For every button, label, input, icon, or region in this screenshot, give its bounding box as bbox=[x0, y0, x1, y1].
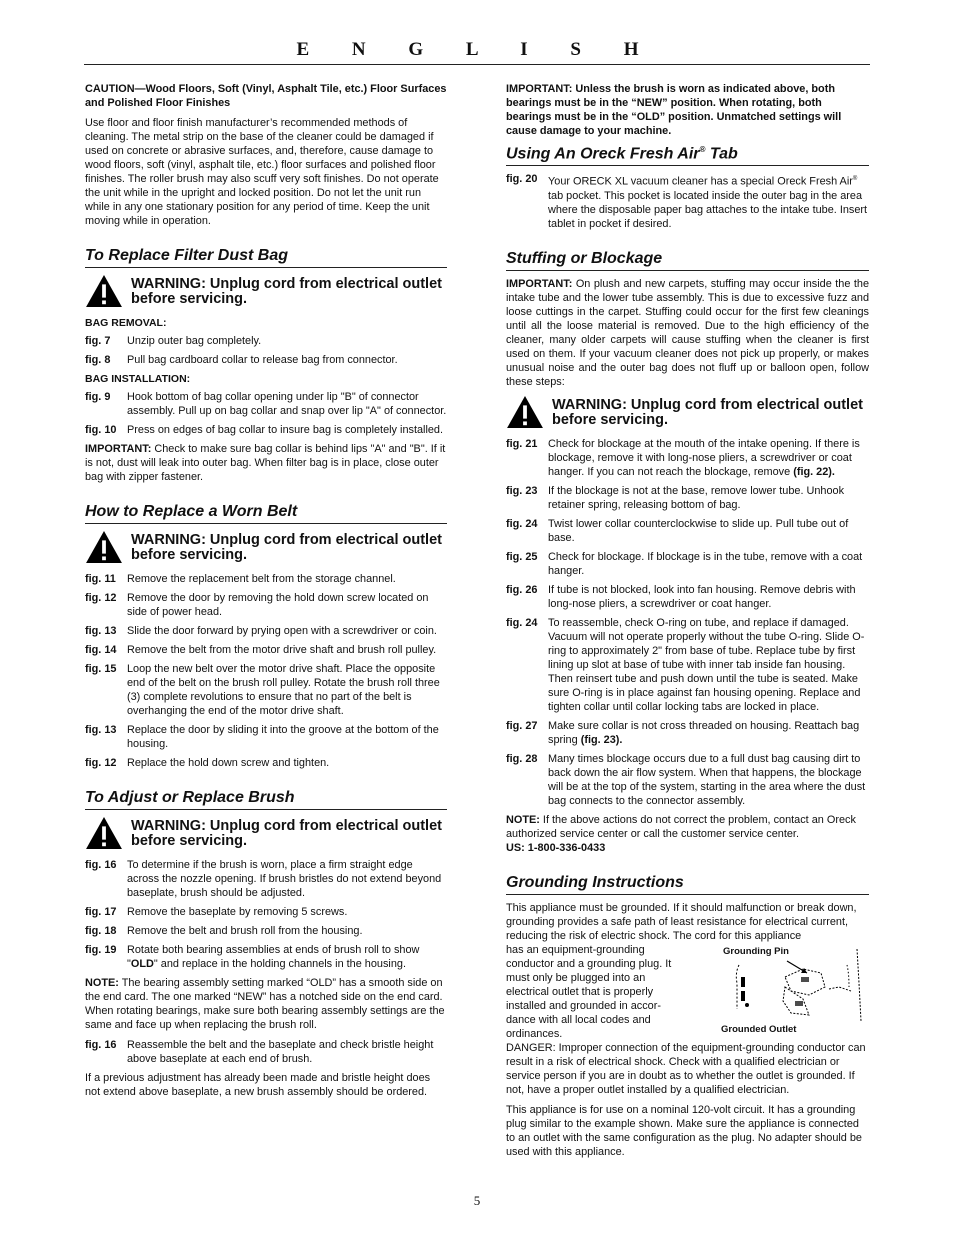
grounding-danger: DANGER: Improper connection of the equipment-grounding conductor can result in a risk of electrical shock. Check with a qualified electrician or service person if you are in doubt as to whether the outlet is grounded. If not, have a proper outlet installed by a qualified electrician. bbox=[506, 1041, 866, 1096]
stuffing-note bbox=[506, 813, 869, 841]
fig-text: Reassemble the belt and the baseplate and check bristle height above baseplate at each end of brush. bbox=[127, 1039, 434, 1065]
fresh-air-section bbox=[506, 140, 869, 231]
brush-closing: If a previous adjustment has already been made and bristle height does not extend above baseplate, a new brush assembly should be ordered. bbox=[85, 1072, 431, 1098]
fig-step bbox=[506, 752, 869, 808]
fig-step bbox=[85, 643, 447, 657]
warning-box bbox=[85, 816, 447, 850]
fig-text bbox=[548, 437, 869, 479]
warning-box bbox=[85, 530, 447, 564]
fig-label: fig. 9 bbox=[85, 391, 111, 403]
fig-label: fig. 12 bbox=[85, 757, 117, 769]
wrap-line: must only be plugged into an bbox=[506, 971, 646, 984]
fig-label: fig. 8 bbox=[85, 354, 111, 366]
fig-label: fig. 28 bbox=[506, 752, 538, 765]
warning-triangle-icon bbox=[85, 530, 123, 564]
fig-label: fig. 24 bbox=[506, 616, 538, 629]
important-text: Check to make sure bag collar is behind lips "A" and "B". If it is not, dust will leak into outer bag. When filter bag is in place, close outer bag with zipper fastener. bbox=[85, 443, 446, 483]
fig-step bbox=[85, 423, 447, 437]
filter-bag-section bbox=[85, 246, 447, 484]
fig-text: Replace the hold down screw and tighten. bbox=[127, 757, 330, 769]
fig-step bbox=[506, 484, 869, 512]
fig-text: To reassemble, check O-ring on tube, and replace if damaged. Vacuum will not operate properly without the tube O-ring. Slide O-ring to approximately 2" from base of tube. Replace tube by first lining up slot at base of tube with inner tab inside fan housing. Then reinsert tube and push down until the tube is seated. Make sure O-ring is in place against fan housing opening. Replace and tighten collar until collar locking tabs are locked in place. bbox=[548, 616, 865, 713]
warning-text: WARNING: Unplug cord from electrical outlet before servicing. bbox=[131, 818, 442, 849]
fig-text: To determine if the brush is worn, place a firm straight edge across the nozzle opening. If brush bristles do not extend beyond baseplate, brush should be adjusted. bbox=[127, 859, 442, 899]
fig-step bbox=[85, 390, 447, 418]
note-text: If the above actions do not correct the problem, contact an Oreck authorized service center or call the customer service center. bbox=[506, 813, 856, 840]
fig-label: fig. 17 bbox=[85, 906, 117, 918]
fig-step bbox=[85, 572, 447, 586]
fig-step bbox=[85, 353, 447, 367]
fig-label: fig. 25 bbox=[506, 550, 538, 563]
page-number: 5 bbox=[473, 1193, 481, 1208]
fig-text: Unzip outer bag completely. bbox=[127, 335, 262, 347]
fig-label: fig. 15 bbox=[85, 663, 117, 675]
fig-label: fig. 11 bbox=[85, 573, 116, 585]
fresh-title-b: Tab bbox=[705, 145, 738, 163]
warning-text: WARNING: Unplug cord from electrical outlet before servicing. bbox=[131, 276, 442, 307]
left-column bbox=[85, 82, 447, 1105]
fig-text: If the blockage is not at the base, remove lower tube. Unhook retainer spring, releasing bottom of bag. bbox=[548, 484, 845, 511]
stuffing-section bbox=[506, 249, 869, 855]
caution-body: Use floor and floor finish manufacturer’s recommended methods of cleaning. The metal strip on the base of the cleaner could be damaged if used on concrete or abrasive surfaces, and, therefore, cause damage to wood floors, soft (vinyl, asphalt tile, etc.) floor surfaces and polished floor finishes. The roller brush may also scuff very soft finishes. Do not operate the unit while in the upright and locked position. Do not let the unit run while in any one stationary position for any period of time. Keep the unit moving while in operation. bbox=[85, 117, 439, 227]
note-label: NOTE: bbox=[506, 813, 540, 826]
fig-text: Pull bag cardboard collar to release bag from connector. bbox=[127, 354, 398, 366]
grounding-diagram bbox=[699, 943, 869, 1039]
fig19-old: OLD bbox=[130, 958, 154, 970]
registered-mark: ® bbox=[699, 145, 706, 154]
wrap-line: has an equipment-grounding bbox=[506, 943, 645, 956]
warning-box bbox=[506, 395, 869, 429]
right-column bbox=[506, 82, 869, 1165]
fig-label: fig. 24 bbox=[506, 517, 538, 530]
important-top: IMPORTANT: Unless the brush is worn as indicated above, both bearings must be in the “NEW” position. When rotating, both bearings must be in the “OLD” position. Unmatched settings will cause damage to your machine. bbox=[506, 83, 842, 137]
fig27-text: Make sure collar is not cross threaded on housing. Reattach bag spring bbox=[548, 719, 860, 746]
fig-text: Check for blockage. If blockage is in the tube, remove with a coat hanger. bbox=[548, 550, 863, 577]
fig-step bbox=[85, 943, 447, 971]
fig-text: Remove the door by removing the hold down screw located on side of power head. bbox=[127, 592, 429, 618]
fresh-title-a: Using An Oreck Fresh Air bbox=[506, 145, 700, 163]
brush-heading: To Adjust or Replace Brush bbox=[85, 788, 447, 810]
fig-step bbox=[85, 591, 447, 619]
fig21-ref: (fig. 22). bbox=[793, 465, 835, 478]
wrap-line: electrical outlet that is properly bbox=[506, 985, 654, 998]
fig-text: Remove the belt from the motor drive shaft and brush roll pulley. bbox=[127, 644, 437, 656]
fig-step bbox=[506, 583, 869, 611]
fig-text: Replace the door by sliding it into the groove at the bottom of the housing. bbox=[127, 724, 439, 750]
filter-bag-heading: To Replace Filter Dust Bag bbox=[85, 246, 447, 268]
fig-step bbox=[85, 662, 447, 718]
fig-label: fig. 13 bbox=[85, 625, 117, 637]
fig-step bbox=[85, 858, 447, 900]
note-text: The bearing assembly setting marked “OLD” has a smooth side on the end card. The one marked “NEW” has a notched side on the end card. When rotating bearings, make sure both bearing assembly settings are the same and face up when replacing the brush roll. bbox=[85, 977, 445, 1031]
fig-label: fig. 21 bbox=[506, 437, 538, 450]
fig27-ref: (fig. 23). bbox=[580, 733, 623, 746]
fig-step bbox=[85, 1038, 447, 1066]
stuffing-important bbox=[506, 277, 869, 389]
stuffing-heading: Stuffing or Blockage bbox=[506, 249, 869, 271]
fig-step bbox=[506, 517, 869, 545]
warning-text: WARNING: Unplug cord from electrical outlet before servicing. bbox=[552, 396, 863, 428]
fig19-text-b: " and replace in the holding channels in the housing. bbox=[153, 958, 406, 970]
important-text: On plush and new carpets, stuffing may occur inside the the intake tube and the lower tube assembly. This is due to excessive fuzz and loose cuttings in the carpet. Stuffing could occur for the first few cleanings until all the loose material is removed. Due to the high efficiency of the cleaner, many older carpets will cause stuffing when the cleaner is first used on them. If your vacuum cleaner does not pick up properly, or makes unusual noise and the outer bag does not fluff up or balloon open, follow these steps: bbox=[506, 277, 869, 388]
bag-removal-label: BAG REMOVAL: bbox=[85, 317, 167, 329]
fig-text bbox=[548, 719, 869, 747]
grounding-illustration-block bbox=[506, 943, 869, 1041]
fig-label: fig. 20 bbox=[506, 173, 538, 186]
fig-text: Twist lower collar counterclockwise to slide up. Pull tube out of base. bbox=[548, 517, 849, 544]
fig-text: If tube is not blocked, look into fan housing. Remove debris with long-nose pliers, a screwdriver or coat hanger. bbox=[548, 583, 856, 610]
warning-triangle-icon bbox=[85, 816, 123, 850]
fig-text: Remove the baseplate by removing 5 screws. bbox=[127, 906, 348, 918]
fig-step bbox=[85, 905, 447, 919]
fig-label: fig. 18 bbox=[85, 925, 117, 937]
fresh-text-b: tab pocket. This pocket is located inside the outer bag in the area where the disposable paper bag attaches to the intake tube. Insert tablet in pocket if desired. bbox=[548, 189, 868, 230]
fig-text bbox=[548, 172, 869, 231]
fig-step bbox=[506, 616, 869, 714]
fig-text: Slide the door forward by prying open with a screwdriver or coin. bbox=[127, 625, 437, 637]
fig-step bbox=[85, 723, 447, 751]
brush-section bbox=[85, 788, 447, 1099]
fig-label: fig. 16 bbox=[85, 859, 117, 871]
fig-text: Remove the belt and brush roll from the housing. bbox=[127, 925, 363, 937]
language-header: E N G L I S H bbox=[84, 36, 870, 65]
fig-label: fig. 10 bbox=[85, 424, 117, 436]
warning-box bbox=[85, 274, 447, 308]
grounding-pin-label: Grounding Pin bbox=[723, 945, 789, 957]
fresh-text-a: Your ORECK XL vacuum cleaner has a special Oreck Fresh Air bbox=[548, 175, 853, 188]
grounding-intro: This appliance must be grounded. If it should malfunction or break down, grounding provides a safe path of least resistance for electrical current, reducing the risk of electric shock. The cord for this appliance bbox=[506, 901, 857, 942]
fig-step bbox=[85, 334, 447, 348]
note-label: NOTE: bbox=[85, 977, 119, 989]
fig-step bbox=[506, 437, 869, 479]
registered-mark: ® bbox=[852, 176, 858, 183]
customer-service-phone: US: 1-800-336-0433 bbox=[506, 841, 606, 854]
fig-label: fig. 12 bbox=[85, 592, 117, 604]
fig-step bbox=[506, 719, 869, 747]
fig-label: fig. 7 bbox=[85, 335, 111, 347]
fig-label: fig. 23 bbox=[506, 484, 538, 497]
warning-triangle-icon bbox=[85, 274, 123, 308]
wrap-line: installed and grounded in accor- bbox=[506, 999, 661, 1012]
fig-label: fig. 16 bbox=[85, 1039, 117, 1051]
belt-section bbox=[85, 502, 447, 770]
fig-text: Remove the replacement belt from the storage channel. bbox=[127, 573, 396, 585]
caution-title: CAUTION—Wood Floors, Soft (Vinyl, Asphalt Tile, etc.) Floor Surfaces and Polished Floor Finishes bbox=[85, 83, 447, 109]
fig-label: fig. 26 bbox=[506, 583, 538, 596]
fig-text: Hook bottom of bag collar opening under lip "B" of connector assembly. Pull up on bag collar and snap over lip "A" of connector. bbox=[127, 391, 447, 417]
important-label: IMPORTANT: bbox=[506, 277, 573, 290]
fig-text: Loop the new belt over the motor drive shaft. Place the opposite end of the belt on the brush roll pulley. Rotate the brush roll three (3) complete revolutions to ensure that no part of the belt is overhanging the end of the motor drive shaft. bbox=[127, 663, 440, 717]
fig-step bbox=[85, 756, 447, 770]
bag-installation-label: BAG INSTALLATION: bbox=[85, 373, 191, 385]
fig-step bbox=[85, 624, 447, 638]
fig-step bbox=[506, 550, 869, 578]
fig-text: Many times blockage occurs due to a full dust bag causing dirt to back down the air flow system. When that happens, the blockage will be at the top of the system, starting in the area where the dust bag connects to the connector assembly. bbox=[548, 752, 866, 807]
grounding-section bbox=[506, 873, 869, 1159]
fig-label: fig. 27 bbox=[506, 719, 538, 732]
fig21-text: Check for blockage at the mouth of the intake opening. If there is blockage, remove it with long-nose pliers, a screwdriver or coat hanger. If you can not reach the blockage, remove bbox=[548, 437, 860, 478]
fig-step bbox=[85, 924, 447, 938]
brush-note bbox=[85, 976, 447, 1032]
grounding-plug-outlet-icon bbox=[699, 943, 869, 1023]
important-label: IMPORTANT: bbox=[85, 443, 152, 455]
filter-important-note bbox=[85, 442, 447, 484]
fig19-text-a: Rotate both bearing assemblies at ends of brush roll to show " bbox=[127, 944, 420, 970]
fig-text bbox=[127, 943, 447, 971]
wrap-line: dance with all local codes and bbox=[506, 1013, 651, 1026]
fresh-air-heading bbox=[506, 140, 869, 166]
fig-text: Press on edges of bag collar to insure bag is completely installed. bbox=[127, 424, 444, 436]
fig-label: fig. 13 bbox=[85, 724, 117, 736]
grounded-outlet-label: Grounded Outlet bbox=[721, 1023, 797, 1035]
belt-heading: How to Replace a Worn Belt bbox=[85, 502, 447, 524]
warning-triangle-icon bbox=[506, 395, 544, 429]
grounding-heading: Grounding Instructions bbox=[506, 873, 869, 895]
wrap-line: conductor and a grounding plug. It bbox=[506, 957, 672, 970]
grounding-voltage: This appliance is for use on a nominal 120-volt circuit. It has a grounding plug similar to the example shown. Make sure the appliance is connected to an outlet with the same configuration as the plug. No adapter should be used with this appliance. bbox=[506, 1103, 862, 1158]
fig-label: fig. 14 bbox=[85, 644, 117, 656]
wrap-line: ordinances. bbox=[506, 1027, 563, 1040]
fig-step bbox=[506, 172, 869, 231]
warning-text: WARNING: Unplug cord from electrical outlet before servicing. bbox=[131, 532, 442, 563]
fig-label: fig. 19 bbox=[85, 944, 117, 956]
grounding-wrap-text bbox=[506, 943, 696, 1041]
